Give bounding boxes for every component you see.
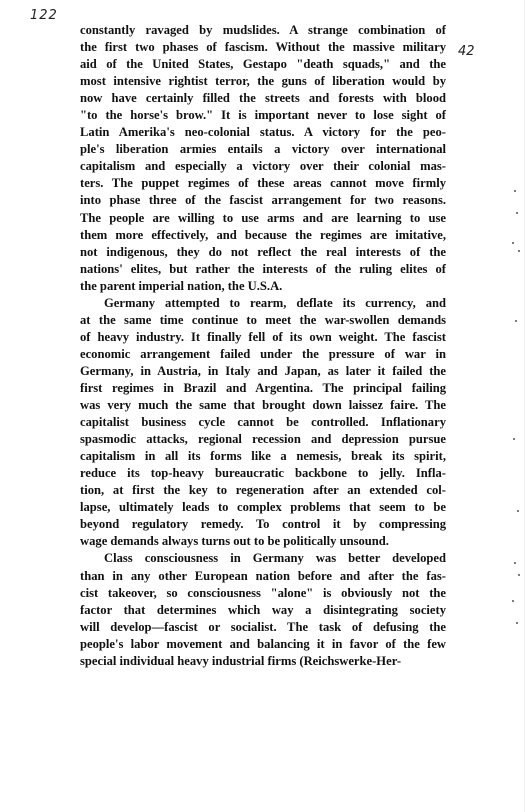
paragraph xyxy=(80,22,446,295)
body-text xyxy=(80,22,446,670)
text-line: nations' elites, but rather the interests of the ruling elites of xyxy=(80,261,446,276)
text-line: beyond regulatory remedy. To control it by compressing xyxy=(80,517,446,532)
text-line: Germany attempted to rearm, deflate its currency, and xyxy=(104,295,446,310)
scan-speck xyxy=(512,600,514,602)
text-line: tion, at first the key to regeneration after an extended col- xyxy=(80,483,446,498)
scan-speck xyxy=(515,320,517,322)
text-line: factor that determines which way a disintegrating society xyxy=(80,602,446,617)
text-line: constantly ravaged by mudslides. A strange combination of xyxy=(80,23,446,37)
text-line: of heavy industry. It finally fell of its own weight. The fascist xyxy=(80,329,446,344)
scan-speck xyxy=(516,212,518,214)
text-line: lapse, ultimately leads to complex problems that seem to be xyxy=(80,500,446,515)
text-line: "to the horse's brow." It is important never to lose sight of xyxy=(80,108,446,123)
text-line: capitalist business cycle cannot be controlled. Inflationary xyxy=(80,415,446,430)
text-line: Class consciousness in Germany was better developed xyxy=(104,551,446,566)
text-line: special individual heavy industrial firms (Reichswerke-Her- xyxy=(80,653,402,668)
text-line: capitalism and especially a victory over their colonial mas- xyxy=(80,159,446,174)
scan-speck xyxy=(518,574,520,576)
scan-speck xyxy=(516,622,518,624)
text-line: economic arrangement failed under the pressure of war in xyxy=(80,346,446,361)
scan-margin-specks xyxy=(508,190,522,630)
text-line: was very much the same that brought down laissez faire. The xyxy=(80,398,446,413)
text-line: The people are willing to use arms and are learning to use xyxy=(80,210,446,225)
text-line: reduce its top-heavy bureaucratic backbone to jelly. Infla- xyxy=(80,466,446,481)
text-line: them more effectively, and because the regimes are imitative, xyxy=(80,227,446,242)
scan-speck xyxy=(518,250,520,252)
handwritten-page-number-right: 42 xyxy=(458,44,475,59)
text-line: than in any other European nation before and after the fas- xyxy=(80,568,446,583)
text-line: cist takeover, so consciousness "alone" is obviously not the xyxy=(80,585,446,600)
scan-speck xyxy=(514,190,516,192)
text-line: aid of the United States, Gestapo "death squads," and the xyxy=(80,57,446,72)
handwritten-page-number-left: 122 xyxy=(30,8,58,23)
text-line: people's labor movement and balancing it in favor of the few xyxy=(80,636,446,651)
text-line: ters. The puppet regimes of these areas cannot move firmly xyxy=(80,176,446,191)
scan-speck xyxy=(517,510,519,512)
scan-speck xyxy=(514,562,516,564)
text-line: first regimes in Brazil and Argentina. The principal failing xyxy=(80,380,446,395)
text-line: Latin Amerika's neo-colonial status. A victory for the peo- xyxy=(80,125,446,140)
text-line: ple's liberation armies entails a victory over international xyxy=(80,142,446,157)
text-line: most intensive rightist terror, the guns of liberation would by xyxy=(80,74,446,89)
text-line: at the same time continue to meet the war-swollen demands xyxy=(80,312,446,327)
text-line: the parent imperial nation, the U.S.A. xyxy=(80,278,283,293)
scan-speck xyxy=(512,242,514,244)
text-line: not indigenous, they do not reflect the real interests of the xyxy=(80,244,446,259)
scan-speck xyxy=(513,438,515,440)
text-line: Germany, in Austria, in Italy and Japan, as later it failed the xyxy=(80,363,446,378)
text-line: spasmodic attacks, regional recession and depression pursue xyxy=(80,432,446,447)
text-line: now have certainly filled the streets and forests with blood xyxy=(80,91,446,106)
text-line: capitalism in all its forms like a nemesis, break its spirit, xyxy=(80,449,446,464)
text-line: into phase three of the fascist arrangement for two reasons. xyxy=(80,193,446,208)
paragraph xyxy=(80,295,446,551)
text-line: wage demands always turns out to be politically unsound. xyxy=(80,534,389,549)
text-line: will develop—fascist or socialist. The task of defusing the xyxy=(80,619,446,634)
text-line: the first two phases of fascism. Without the massive military xyxy=(80,40,446,55)
paragraph xyxy=(80,550,446,669)
